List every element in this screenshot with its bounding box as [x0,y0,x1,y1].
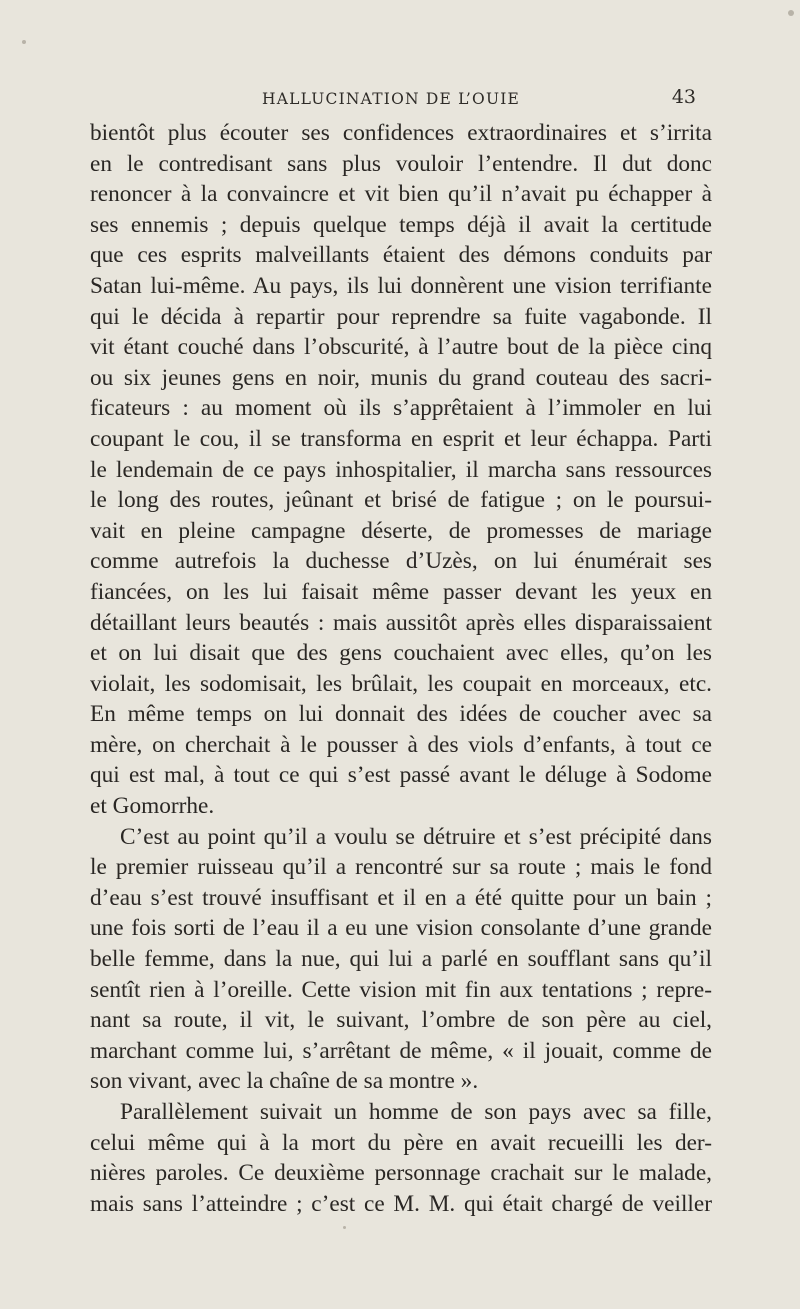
text-line: le long des routes, jeûnant et brisé de fatigue ; on le poursui- [90,487,712,514]
text-line: une fois sorti de l’eau il a eu une vision consolante d’une grande [90,915,712,942]
text-line: d’eau s’est trouvé insuffisant et il en a été quitte pour un bain ; [90,884,712,911]
text-line: qui est mal, à tout ce qui s’est passé avant le déluge à Sodome [90,762,712,789]
text-line: ses ennemis ; depuis quelque temps déjà il avait la certitude [90,211,712,238]
text-line: Parallèlement suivait un homme de son pays avec sa fille, [120,1099,712,1125]
text-line: détaillant leurs beautés : mais aussitôt après elles disparaissaient [90,609,712,636]
text-line: que ces esprits malveillants étaient des démons conduits par [90,242,712,269]
text-line: violait, les sodomisait, les brûlait, les coupait en morceaux, etc. [90,670,712,697]
text-line: son vivant, avec la chaîne de sa montre ». [90,1068,479,1095]
text-line: le lendemain de ce pays inhospitalier, il marcha sans ressources [90,456,712,483]
text-line: ficateurs : au moment où ils s’apprêtaient à l’immoler en lui [90,395,712,422]
running-title: HALLUCINATION DE L’OUIE [262,90,521,108]
text-line: Satan lui-même. Au pays, ils lui donnèrent une vision terrifiante [90,272,712,299]
text-line: nant sa route, il vit, le suivant, l’ombre de son père au ciel, [90,1007,712,1034]
body-text [90,118,712,1219]
text-line: vait en pleine campagne déserte, de promesses de mariage [90,517,712,544]
text-line: vit étant couché dans l’obscurité, à l’autre bout de la pièce cinq [90,334,712,361]
text-line: fiancées, on les lui faisait même passer devant les yeux en [90,578,712,605]
paper-speck [22,40,26,44]
text-line: renoncer à la convaincre et vit bien qu’il n’avait pu échapper à [90,181,712,208]
text-line: celui même qui à la mort du père en avait recueilli les der- [90,1129,712,1156]
text-line: marchant comme lui, s’arrêtant de même, « il jouait, comme de [90,1037,712,1064]
text-line: nières paroles. Ce deuxième personnage crachait sur le malade, [90,1160,712,1187]
text-line: et Gomorrhe. [90,793,215,820]
text-line: belle femme, dans la nue, qui lui a parlé en soufflant sans qu’il [90,946,712,973]
text-line: qui le décida à repartir pour reprendre sa fuite vagabonde. Il [90,303,712,330]
text-line: et on lui disait que des gens couchaient avec elles, qu’on les [90,640,712,667]
text-line: mère, on cherchait à le pousser à des viols d’enfants, à tout ce [90,731,712,758]
text-line: ou six jeunes gens en noir, munis du grand couteau des sacri- [90,364,712,391]
paper-speck [343,1226,346,1229]
text-line: C’est au point qu’il a voulu se détruire et s’est précipité dans [120,823,712,850]
text-line: sentît rien à l’oreille. Cette vision mit fin aux tentations ; repre- [90,976,712,1003]
page-number: 43 [671,86,696,108]
text-line: bientôt plus écouter ses confidences extraordinaires et s’irrita [90,120,712,146]
text-line: comme autrefois la duchesse d’Uzès, on lui énumérait ses [90,548,712,575]
text-line: le premier ruisseau qu’il a rencontré sur sa route ; mais le fond [90,854,712,881]
text-line: coupant le cou, il se transforma en esprit et leur échappa. Parti [90,425,712,452]
page-header [90,86,700,116]
text-line: en le contredisant sans plus vouloir l’entendre. Il dut donc [90,150,712,177]
text-line: mais sans l’atteindre ; c’est ce M. M. qui était chargé de veiller [90,1190,712,1217]
paper-speck [788,10,794,16]
text-line: En même temps on lui donnait des idées de coucher avec sa [90,701,712,728]
